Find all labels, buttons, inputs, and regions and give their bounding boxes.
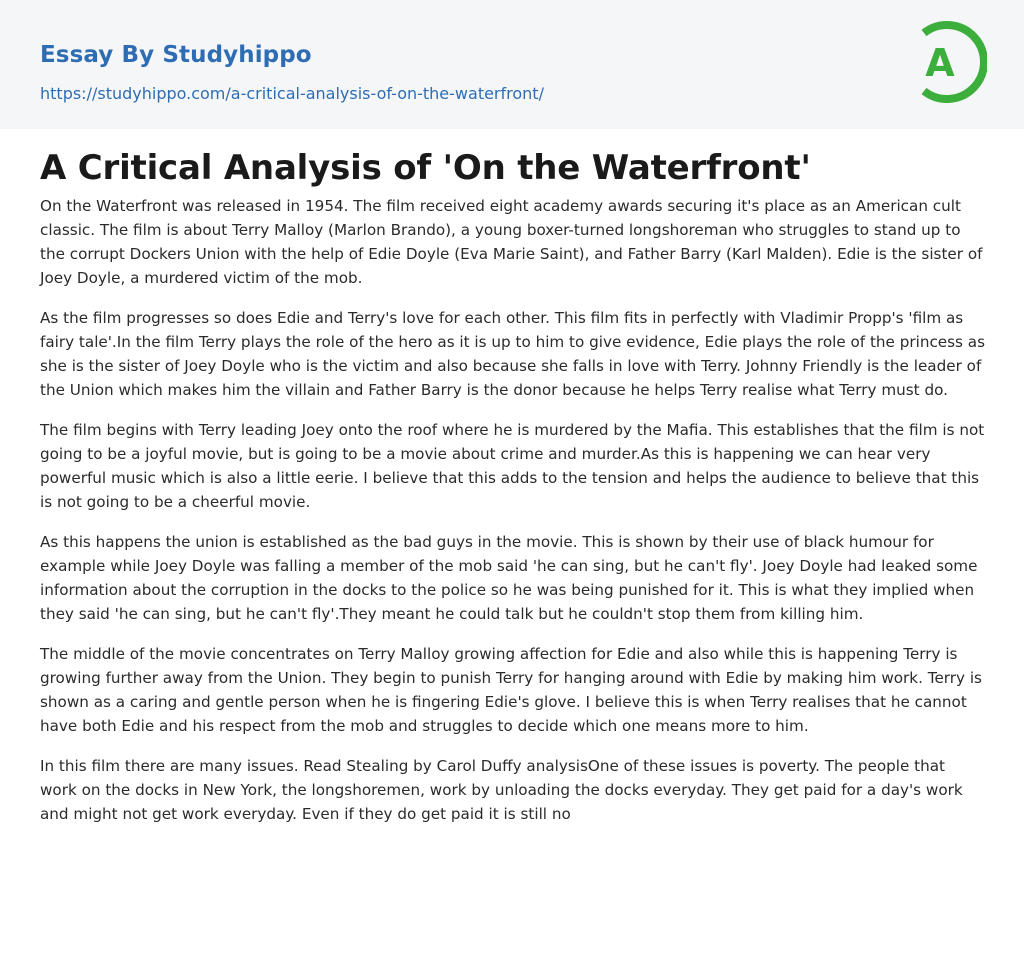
article-paragraph: On the Waterfront was released in 1954. The film received eight academy awards securing it's place as an American cult classic. The film is about Terry Malloy (Marlon Brando), a young boxer-turned longshoreman who struggles to stand up to the corrupt Dockers Union with the help of Edie Doyle (Eva Marie Saint), and Father Barry (Karl Malden). Edie is the sister of Joey Doyle, a murdered victim of the mob. [40,197,983,287]
article-paragraph: As this happens the union is established as the bad guys in the movie. This is shown by their use of black humour for example while Joey Doyle was falling a member of the mob said 'he can sing, but he can't fly'. Joey Doyle had leaked some information about the corruption in the docks to the police so he was being punished for it. This is what they implied when they said 'he can sing, but he can't fly'.They meant he could talk but he couldn't stop them from killing him. [40,533,978,623]
site-brand[interactable]: Essay By Studyhippo [40,42,312,68]
article-paragraph: In this film there are many issues. Read Stealing by Carol Duffy analysisOne of these issues is poverty. The people that work on the docks in New York, the longshoremen, work by unloading the docks everyday. They get paid for a day's work and might not get work everyday. Even if they do get paid it is still no [40,757,963,823]
page-title: A Critical Analysis of 'On the Waterfront' [40,148,811,188]
logo-letter: A [925,41,955,85]
article-paragraph: The film begins with Terry leading Joey onto the roof where he is murdered by the Mafia. This establishes that the film is not going to be a joyful movie, but is going to be a movie about crime and murder.As this is happening we can hear very powerful music which is also a little eerie. I believe that this adds to the tension and helps the audience to believe that this is not going to be a cheerful movie. [40,421,985,511]
studyhippo-logo-icon[interactable] [913,20,987,104]
article-paragraph: As the film progresses so does Edie and Terry's love for each other. This film fits in perfectly with Vladimir Propp's 'film as fairy tale'.In the film Terry plays the role of the hero as it is up to him to give evidence, Edie plays the role of the princess as she is the sister of Joey Doyle who is the victim and also because she falls in love with Terry. Johnny Friendly is the leader of the Union which makes him the villain and Father Barry is the donor because he helps Terry realise what Terry must do. [40,309,986,399]
site-header [0,0,1024,129]
article-body [40,194,986,842]
article-paragraph: The middle of the movie concentrates on Terry Malloy growing affection for Edie and also while this is happening Terry is growing further away from the Union. They begin to punish Terry for hanging around with Edie by making him work. Terry is shown as a caring and gentle person when he is fingering Edie's glove. I believe this is when Terry realises that he cannot have both Edie and his respect from the mob and struggles to decide which one means more to him. [40,645,982,735]
page-url-link[interactable]: https://studyhippo.com/a-critical-analysis-of-on-the-waterfront/ [40,84,544,103]
